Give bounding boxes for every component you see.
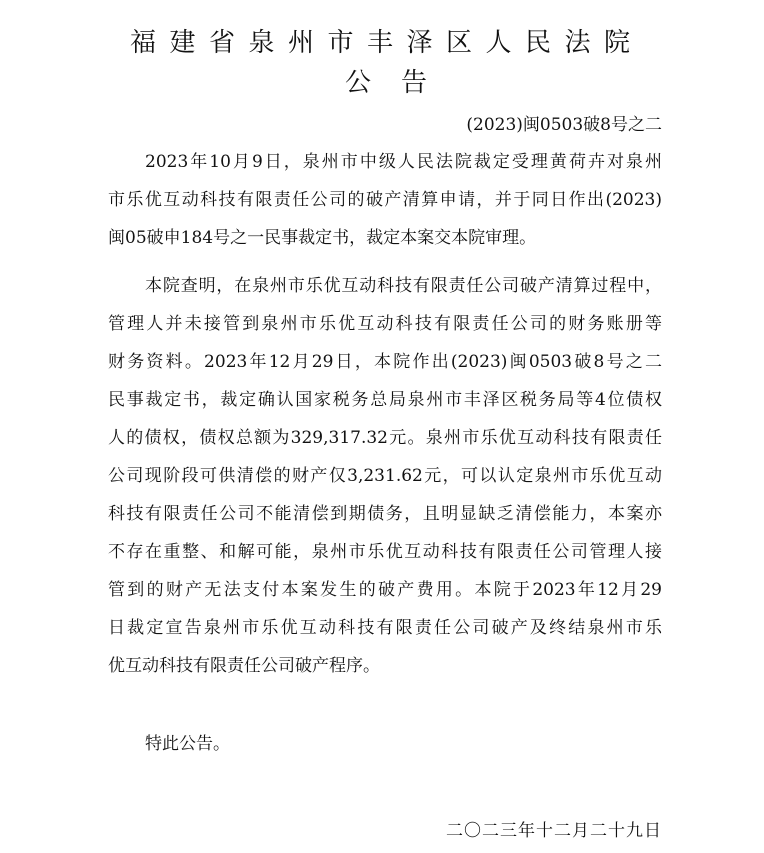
text-line: 2023年10月9日，泉州市中级人民法院裁定受理黄荷卉对泉州 [145,152,662,172]
text-line: 闽05破申184号之一民事裁定书，裁定本案交本院审理。 [108,228,537,248]
text-line: 优互动科技有限责任公司破产程序。 [108,656,380,676]
text-line: 公司现阶段可供清偿的财产仅3,231.62元，可以认定泉州市乐优互动 [108,466,662,486]
text-line: 本院查明，在泉州市乐优互动科技有限责任公司破产清算过程中， [145,276,662,296]
text-line: 科技有限责任公司不能清偿到期债务，且明显缺乏清偿能力，本案亦 [108,504,662,524]
closing-text: 特此公告。 [145,734,230,754]
text-line: 管理人并未接管到泉州市乐优互动科技有限责任公司的财务账册等 [108,314,662,334]
text-line: 不存在重整、和解可能，泉州市乐优互动科技有限责任公司管理人接 [108,542,662,562]
text-line: 市乐优互动科技有限责任公司的破产清算申请，并于同日作出(2023) [108,190,662,210]
document-subtitle: 公告 [345,68,458,98]
text-line: 管到的财产无法支付本案发生的破产费用。本院于2023年12月29 [108,580,662,600]
text-line: 财务资料。2023年12月29日，本院作出(2023)闽0503破8号之二 [108,352,662,372]
document-title: 福建省泉州市丰泽区人民法院 [130,28,644,58]
text-line: 人的债权，债权总额为329,317.32元。泉州市乐优互动科技有限责任 [108,428,662,448]
signature-date: 二〇二三年十二月二十九日 [446,821,662,841]
text-line: 日裁定宣告泉州市乐优互动科技有限责任公司破产及终结泉州市乐 [108,618,662,638]
text-line: 民事裁定书，裁定确认国家税务总局泉州市丰泽区税务局等4位债权 [108,390,662,410]
case-number: (2023)闽0503破8号之二 [466,115,662,135]
